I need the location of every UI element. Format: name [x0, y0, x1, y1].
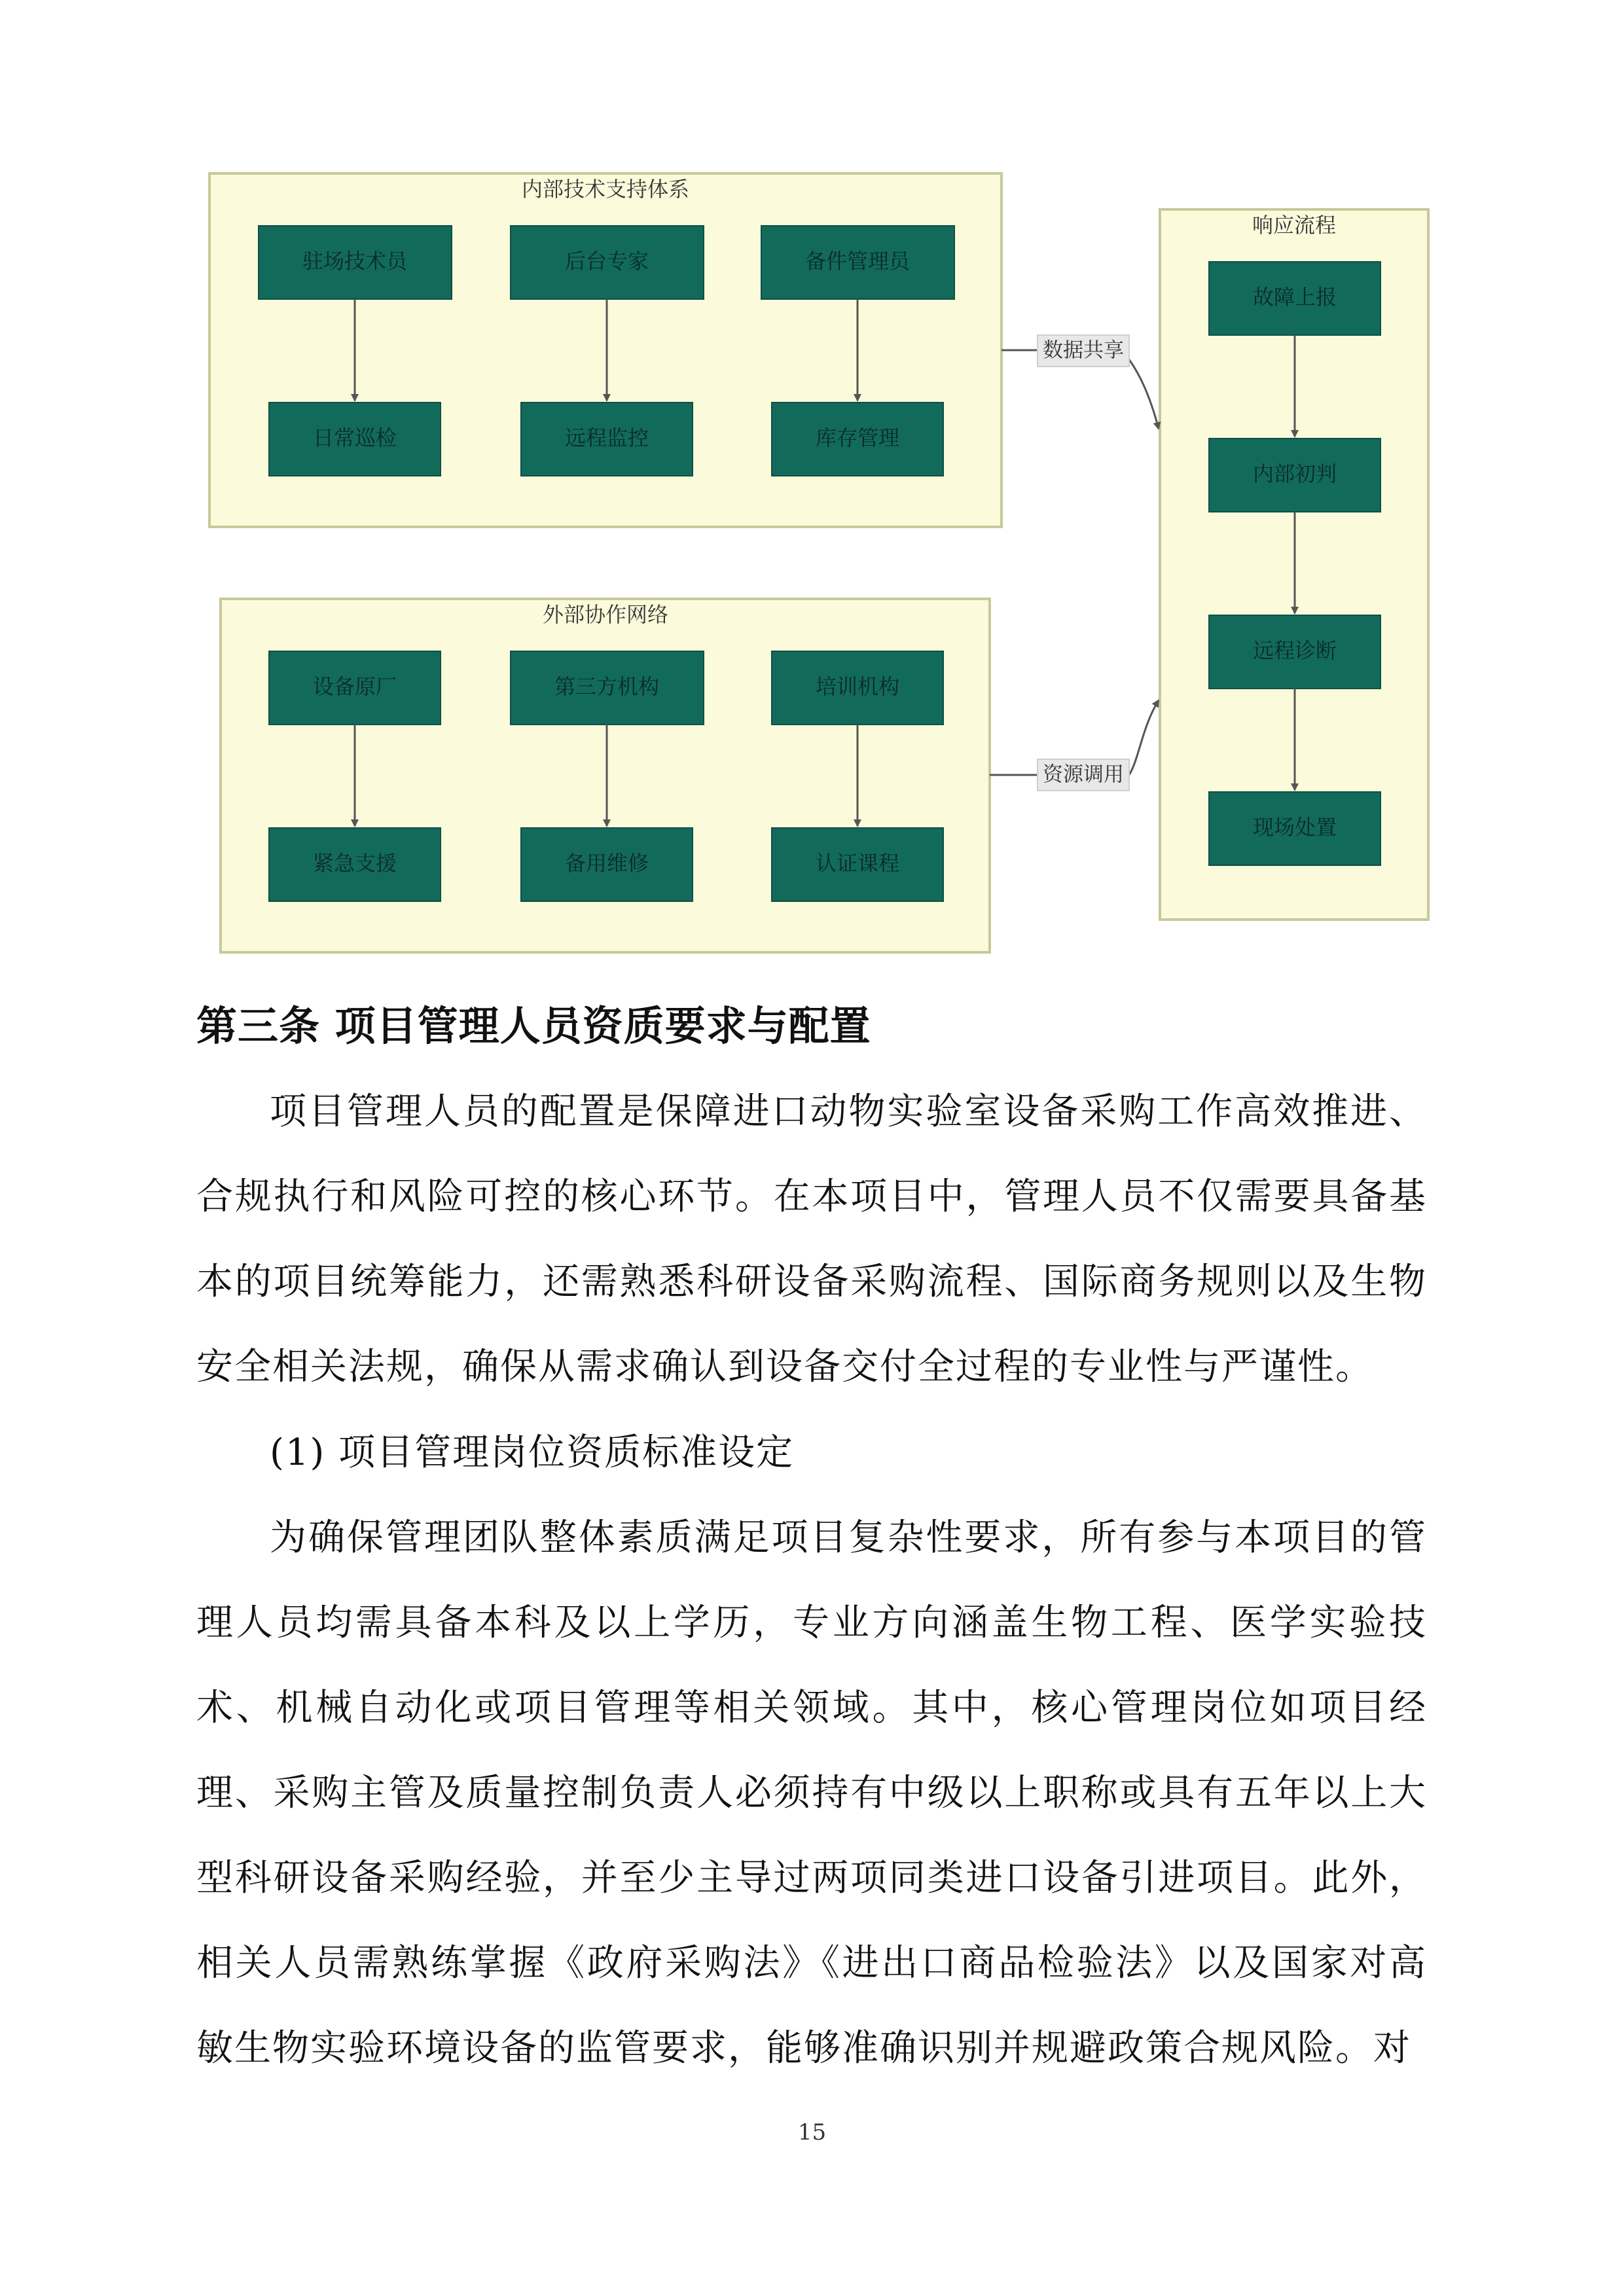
svg-text:备用维修: 备用维修 — [564, 851, 649, 876]
response-group-title: 响应流程 — [1252, 213, 1337, 238]
node-backup-repair — [521, 828, 693, 901]
svg-text:备件管理员: 备件管理员 — [804, 249, 911, 274]
svg-text:库存管理: 库存管理 — [815, 425, 900, 450]
svg-text:内部初判: 内部初判 — [1252, 461, 1337, 486]
svg-text:现场处置: 现场处置 — [1252, 815, 1337, 840]
node-emergency-support — [269, 828, 441, 901]
svg-text:数据共享: 数据共享 — [1043, 338, 1124, 363]
svg-text:远程监控: 远程监控 — [564, 425, 649, 450]
response-flow-group — [1160, 209, 1428, 920]
support-system-diagram — [0, 0, 1624, 969]
svg-text:故障上报: 故障上报 — [1252, 285, 1337, 310]
node-inventory-management — [772, 403, 943, 476]
external-group-title: 外部协作网络 — [542, 602, 669, 627]
internal-support-group — [209, 173, 1001, 527]
svg-text:资源调用: 资源调用 — [1043, 762, 1124, 787]
node-internal-assessment — [1209, 439, 1380, 512]
svg-text:驻场技术员: 驻场技术员 — [302, 249, 408, 274]
node-remote-monitoring — [521, 403, 693, 476]
svg-text:远程诊断: 远程诊断 — [1252, 638, 1337, 663]
node-backend-expert — [511, 226, 704, 299]
svg-text:设备原厂: 设备原厂 — [312, 674, 397, 699]
paragraph-intro: 项目管理人员的配置是保障进口动物实验室设备采购工作高效推进、合规执行和风险可控的核心环节。在本项目中，管理人员不仅需要具备基本的项目统筹能力，还需熟悉科研设备采购流程、国际商务规则以及生物安全相关法规，确保从需求确认到设备交付全过程的专业性与严谨性。 — [196, 1090, 1427, 1388]
svg-text:培训机构: 培训机构 — [815, 674, 900, 699]
edge-label-resource-dispatch — [1038, 759, 1129, 791]
node-third-party-agency — [511, 651, 704, 725]
node-fault-report — [1209, 262, 1380, 335]
node-certification-course — [772, 828, 943, 901]
node-daily-inspection — [269, 403, 441, 476]
node-onsite-technician — [259, 226, 452, 299]
paragraph-qualification-details: 为确保管理团队整体素质满足项目复杂性要求，所有参与本项目的管理人员均需具备本科及以上学历，专业方向涵盖生物工程、医学实验技术、机械自动化或项目管理等相关领域。其中，核心管理岗位如项目经理、采购主管及质量控制负责人必须持有中级以上职称或具有五年以上大型科研设备采购经验，并至少主导过两项同类进口设备引进项目。此外，相关人员需熟练掌握《政府采购法》《进出口商品检验法》以及国家对高敏生物实验环境设备的监管要求，能够准确识别并规避政策合规风险。对 — [196, 1516, 1427, 2070]
node-remote-diagnosis — [1209, 615, 1380, 689]
svg-text:第三方机构: 第三方机构 — [554, 674, 660, 699]
node-training-agency — [772, 651, 943, 725]
svg-text:后台专家: 后台专家 — [564, 249, 649, 274]
node-spare-parts-manager — [761, 226, 954, 299]
internal-group-title: 内部技术支持体系 — [521, 177, 690, 202]
node-onsite-handling — [1209, 792, 1380, 865]
svg-text:认证课程: 认证课程 — [815, 851, 900, 876]
external-collaboration-group — [221, 599, 990, 952]
edge-label-data-share — [1038, 335, 1129, 367]
svg-text:紧急支援: 紧急支援 — [312, 851, 397, 876]
section-heading: 第三条 项目管理人员资质要求与配置 — [196, 1002, 871, 1050]
page-number: 15 — [797, 2119, 827, 2145]
svg-text:日常巡检: 日常巡检 — [312, 425, 397, 450]
node-original-manufacturer — [269, 651, 441, 725]
subheading-qualification-standard: (1) 项目管理岗位资质标准设定 — [270, 1431, 795, 1474]
